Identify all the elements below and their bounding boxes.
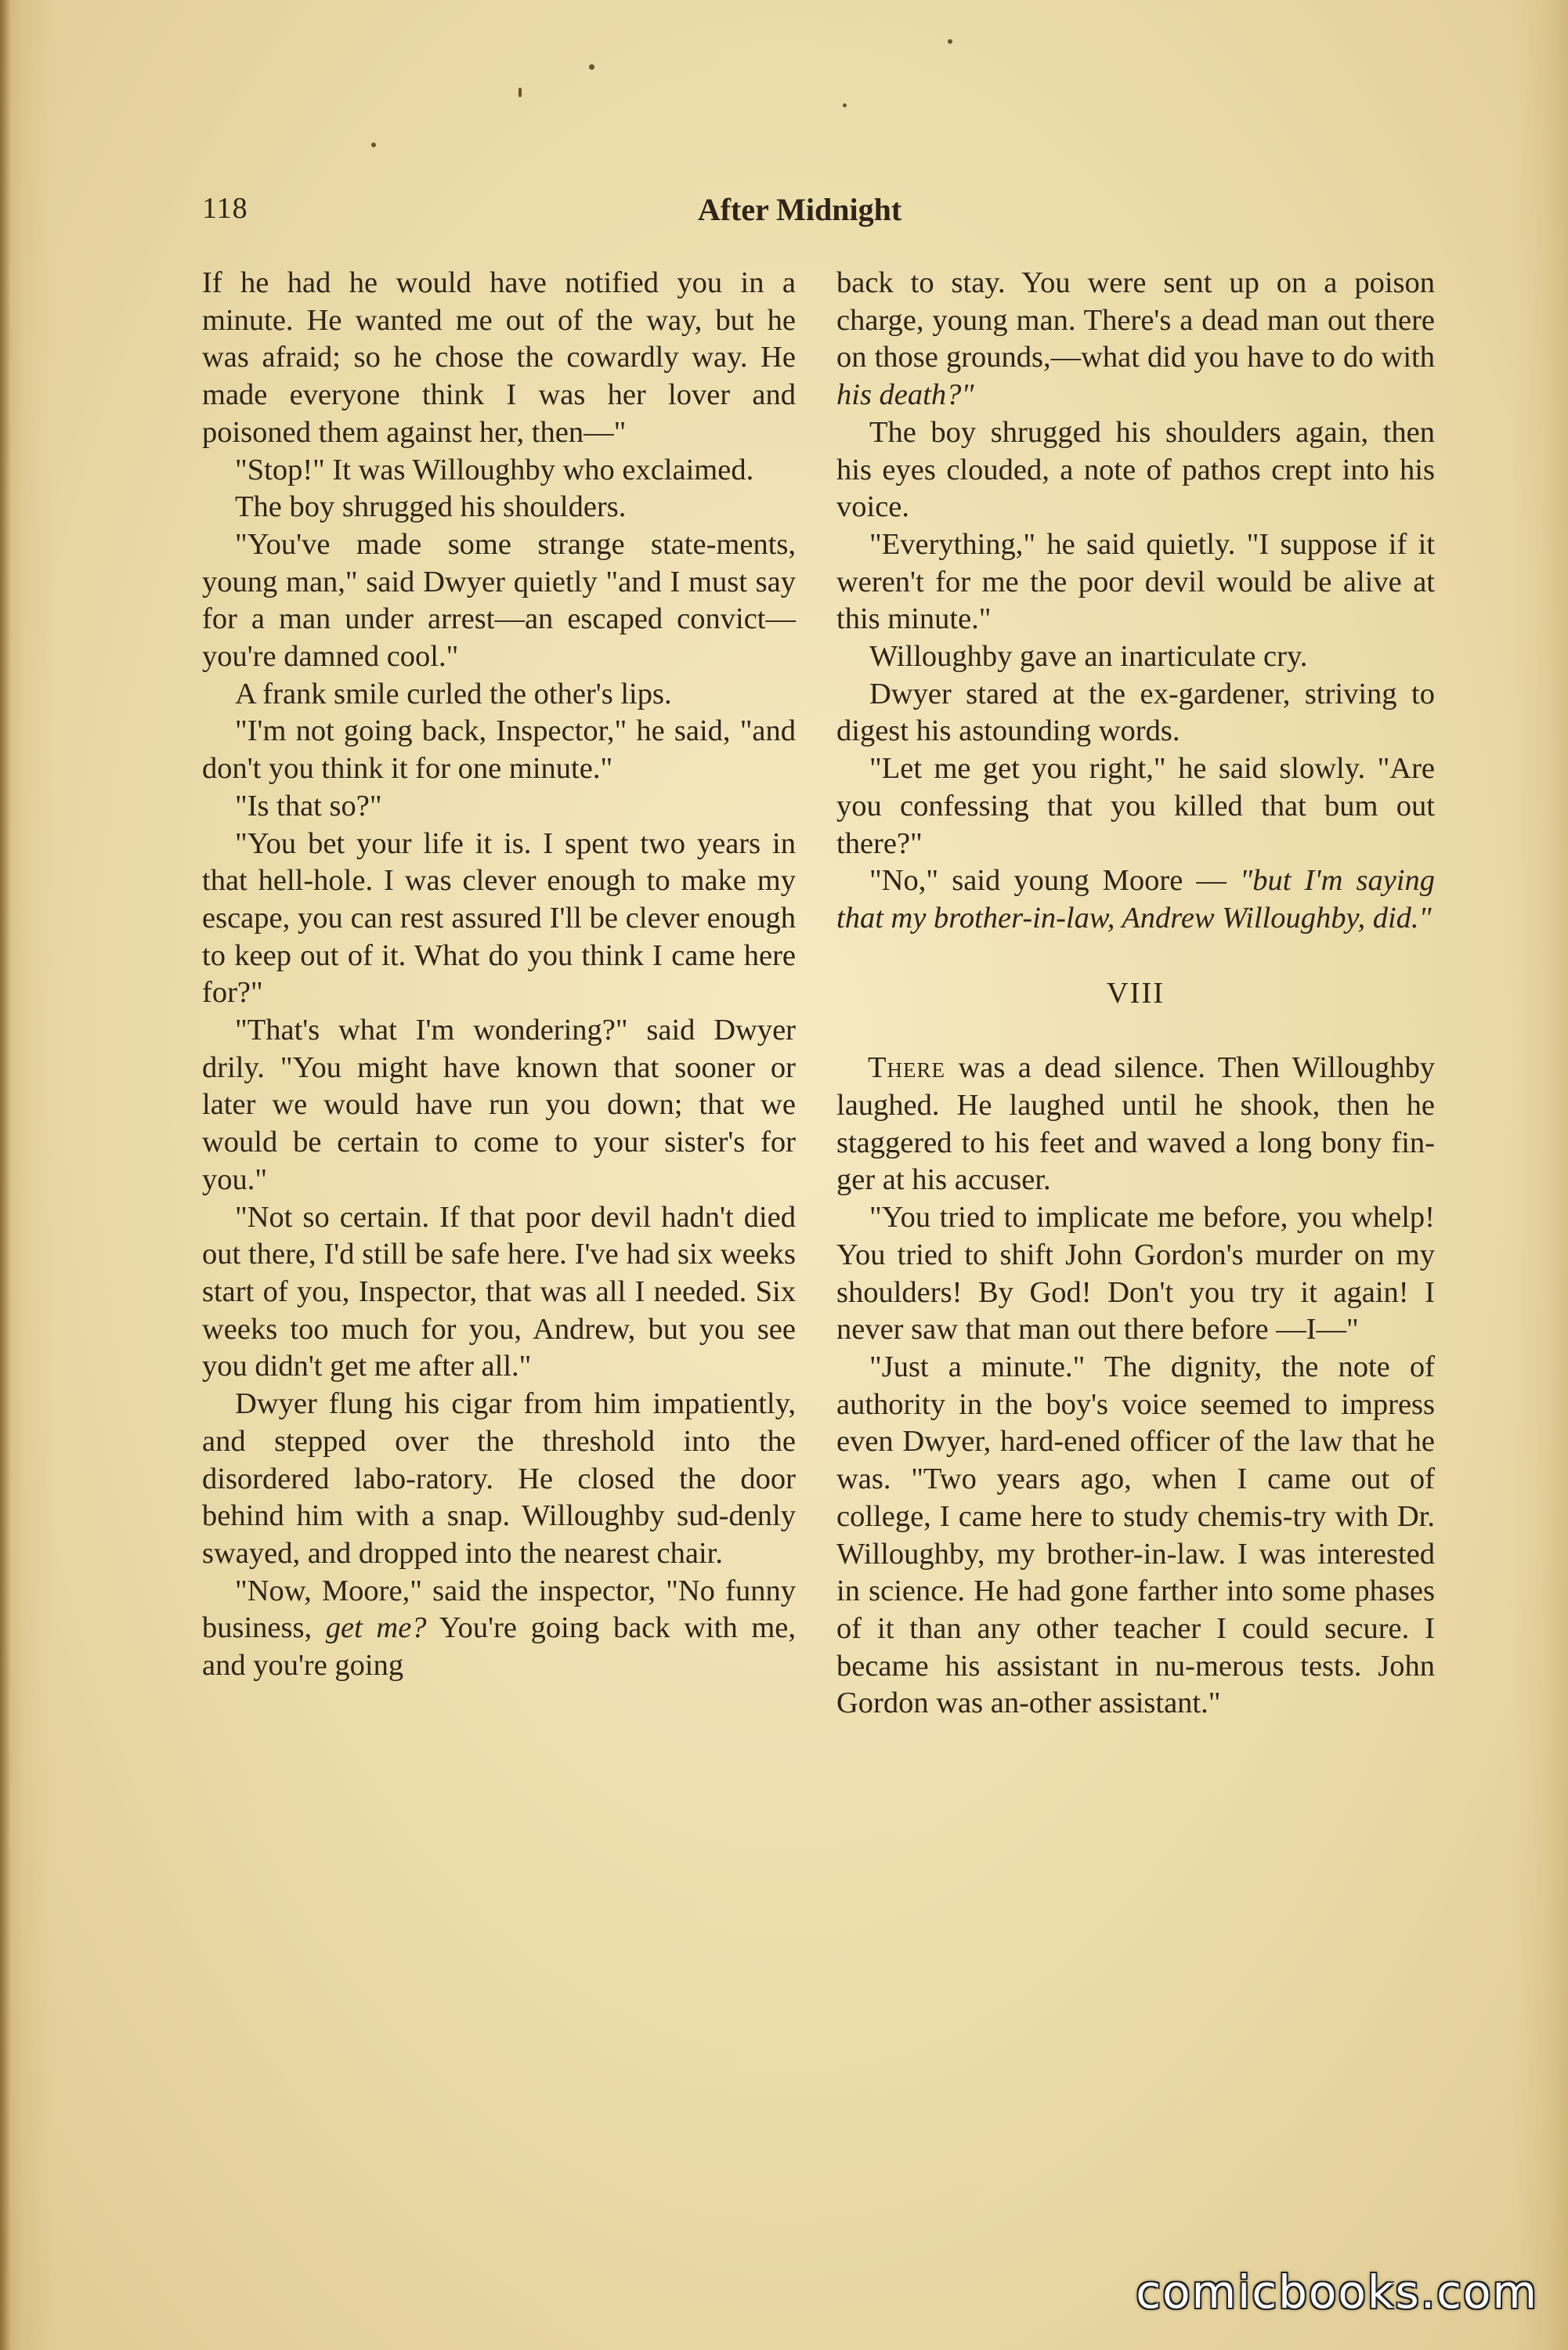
page-edge-shadow (0, 0, 11, 2350)
text-column-right (836, 265, 1435, 1723)
paragraph: A frank smile curled the other's lips. (235, 677, 672, 710)
paper-speck (371, 143, 376, 147)
paragraph: "You've made some strange state-ments, young man," said Dwyer quietly "and I must say for a man under arrest—an escaped convict—you're damned cool." (202, 527, 796, 674)
italic-text: get me? (325, 1611, 427, 1645)
watermark-logo: comicbooks.com (1136, 2265, 1538, 2319)
chapter-opening-word: There (868, 1051, 946, 1085)
paragraph: The boy shrugged his shoulders. (235, 490, 627, 524)
text-block-after-chapter (836, 1199, 1435, 1723)
paragraph: "Stop!" It was Willoughby who exclaimed. (235, 453, 754, 486)
paragraph: "Let me get you right," he said slowly. "Are you confessing that you killed that bum out there?" (836, 752, 1435, 860)
page-number: 118 (202, 192, 248, 225)
paragraph (202, 1573, 796, 1685)
paragraph: Willoughby gave an inarticulate cry. (869, 640, 1308, 674)
paragraph-text: back to stay. You were sent up on a poison charge, young man. There's a dead man out there on those grounds,—what did you have to do with (836, 266, 1435, 374)
paragraph-text: "Now, Moore," said the inspector, "No funny business, (202, 1574, 796, 1645)
paragraph-text: "No," said young Moore — (869, 864, 1241, 898)
paragraph: "Not so certain. If that poor devil hadn't died out there, I'd still be safe here. I've had six weeks start of you, Inspector, that was all I needed. Six weeks too much for you, Andrew, but you see you didn't get me after all." (202, 1200, 796, 1383)
paragraph: "You bet your life it is. I spent two years in that hell-hole. I was clever enough to make my escape, you can rest assured I'll be clever enough to keep out of it. What do you think I came here for?" (202, 826, 796, 1010)
text-column-left (202, 265, 796, 1685)
paragraph: "You tried to implicate me before, you whelp! You tried to shift John Gordon's murder on my shoulders! By God! Don't you try it again! I never saw that man out there before —I—" (836, 1201, 1435, 1347)
paper-speck (948, 39, 952, 44)
paragraph: "I'm not going back, Inspector," he said, "and don't you think it for one minute." (202, 714, 796, 786)
paper-speck (843, 103, 847, 107)
paper-speck (518, 88, 522, 97)
chapter-opening-paragraph (836, 1050, 1435, 1199)
paragraph: Dwyer stared at the ex-gardener, striving to digest his astounding words. (836, 677, 1435, 748)
paragraph: Dwyer flung his cigar from him impatiently, and stepped over the threshold into the disordered labo-ratory. He closed the door behind him with a snap. Willoughby sud-denly swayed, and dropped into the nearest chair. (202, 1387, 796, 1570)
paragraph: "Just a minute." The dignity, the note of authority in the boy's voice seemed to impress even Dwyer, hard-ened officer of the law that he was. "Two years ago, when I came out of college, I came here to study chemis-try with Dr. Willoughby, my brother-in-law. I was interested in science. He had gone farther into some phases of it than any other teacher I could secure. I became his assistant in nu-merous tests. John Gordon was an-other assistant." (836, 1350, 1435, 1720)
chapter-opening-text: was a dead silence. Then Willoughby laughed. He laughed until he shook, then he staggered to his feet and waved a long bony fin-ger at his accuser. (836, 1051, 1435, 1197)
paragraph-text: You're going back with me, and you're going (202, 1611, 796, 1683)
paragraph: "That's what I'm wondering?" said Dwyer drily. "You might have known that sooner or later we would have run you down; that we would be certain to come to your sister's for you." (202, 1014, 796, 1196)
text-block-before-chapter (836, 265, 1435, 938)
italic-text: his death?" (836, 378, 974, 412)
paragraph: "Everything," he said quietly. "I suppose if it weren't for me the poor devil would be alive at this minute." (836, 527, 1435, 636)
chapter-heading: VIII (1106, 976, 1165, 1010)
paper-speck (589, 64, 594, 70)
running-title: After Midnight (697, 192, 902, 227)
paragraph (836, 862, 1435, 937)
paragraph: If he had he would have notified you in a minute. He wanted me out of the way, but he was afraid; so he chose the cowardly way. He made everyone think I was her lover and poisoned them against her, then—" (202, 266, 796, 449)
italic-text: "but I'm saying that my brother-in-law, Andrew Willoughby, did." (836, 864, 1435, 935)
paragraph: The boy shrugged his shoulders again, then his eyes clouded, a note of pathos crept into his voice. (836, 415, 1435, 524)
paragraph (836, 265, 1435, 414)
paragraph: "Is that so?" (235, 789, 382, 822)
